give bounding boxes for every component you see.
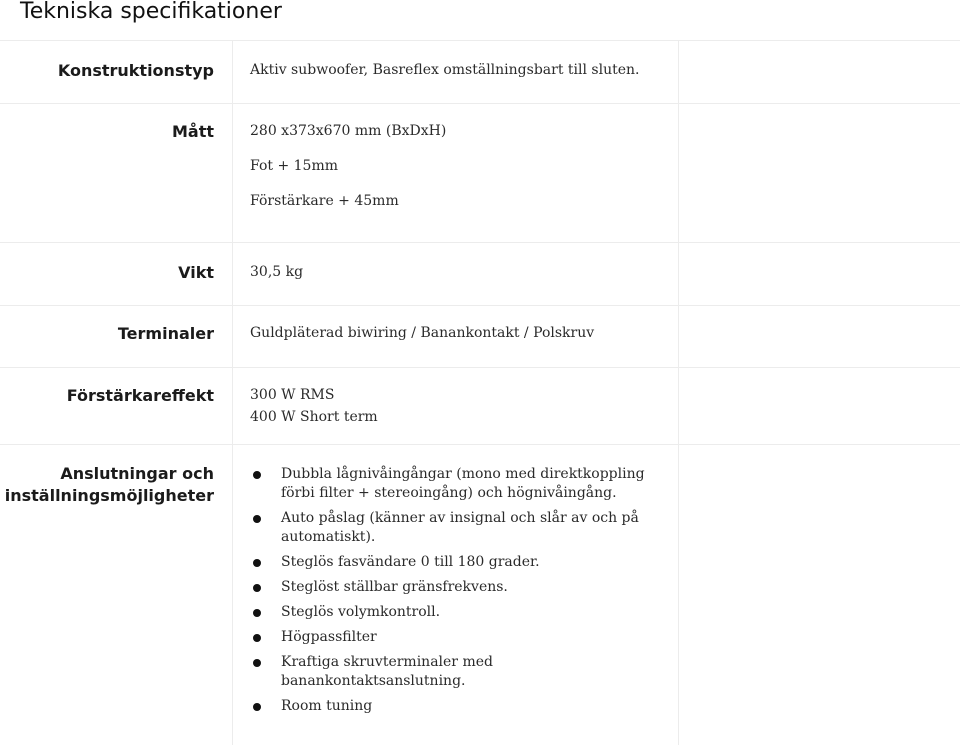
- spec-value-line: Förstärkare + 45mm: [250, 193, 399, 209]
- list-item: [250, 465, 661, 503]
- feature-list: [250, 465, 661, 722]
- list-item-text: Steglös fasvändare 0 till 180 grader.: [281, 554, 540, 570]
- list-item-text: Room tuning: [281, 698, 373, 714]
- column-divider: [232, 40, 233, 745]
- spec-value: Guldpläterad biwiring / Banankontakt / Polskruv: [250, 325, 595, 341]
- divider: [0, 444, 960, 445]
- divider: [0, 367, 960, 368]
- bullet-icon: [253, 634, 261, 642]
- list-item-text: Steglöst ställbar gränsfrekvens.: [281, 579, 508, 595]
- spec-label: Förstärkareffekt: [66, 386, 214, 405]
- page-title: Tekniska specifikationer: [20, 0, 282, 24]
- spec-value-line: 280 x373x670 mm (BxDxH): [250, 123, 447, 139]
- bullet-icon: [253, 471, 261, 479]
- spec-value-line: 400 W Short term: [250, 409, 378, 425]
- divider: [0, 40, 960, 41]
- spec-label: Vikt: [178, 263, 214, 282]
- bullet-icon: [253, 659, 261, 667]
- list-item: [250, 628, 661, 647]
- spec-label: Mått: [171, 122, 214, 141]
- list-item-text: Steglös volymkontroll.: [281, 604, 441, 620]
- list-item: [250, 697, 661, 716]
- bullet-icon: [253, 703, 261, 711]
- list-item: [250, 653, 521, 691]
- spec-value: 30,5 kg: [250, 264, 304, 280]
- divider: [0, 242, 960, 243]
- spec-value: Aktiv subwoofer, Basreflex omställningsbart till sluten.: [250, 62, 640, 78]
- divider: [0, 103, 960, 104]
- spec-value-line: 300 W RMS: [250, 387, 335, 403]
- spec-label-line: inställningsmöjligheter: [4, 486, 214, 505]
- list-item-text: Högpassfilter: [281, 629, 377, 645]
- list-item: [250, 603, 661, 622]
- list-item: [250, 553, 661, 572]
- list-item-text: Dubbla lågnivåingångar (mono med direktkoppling förbi filter + stereoingång) och högnivåingång.: [281, 466, 645, 501]
- list-item: [250, 509, 661, 547]
- list-item-text: Auto påslag (känner av insignal och slår av och på automatiskt).: [281, 510, 639, 545]
- spec-label-line: Anslutningar och: [60, 464, 214, 483]
- bullet-icon: [253, 584, 261, 592]
- list-item: [250, 578, 661, 597]
- bullet-icon: [253, 609, 261, 617]
- bullet-icon: [253, 515, 261, 523]
- spec-label: Terminaler: [117, 324, 214, 343]
- column-divider: [678, 40, 679, 745]
- bullet-icon: [253, 559, 261, 567]
- spec-value-line: Fot + 15mm: [250, 158, 338, 174]
- divider: [0, 305, 960, 306]
- list-item-text: Kraftiga skruvterminaler med banankontaktsanslutning.: [281, 654, 493, 689]
- spec-label: Konstruktionstyp: [57, 61, 214, 80]
